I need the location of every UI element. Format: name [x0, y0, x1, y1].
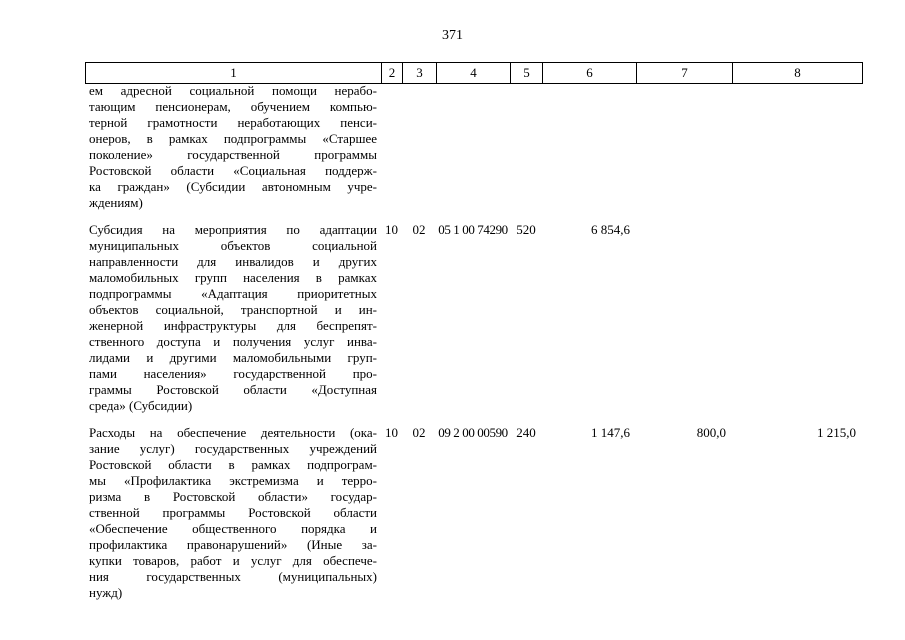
table-row: [85, 83, 862, 211]
table-row: [85, 222, 862, 414]
description-line: муниципальных объектов социальной: [89, 238, 377, 253]
row-cell-c8: 1 215,0: [817, 425, 856, 440]
column-header-5: 5: [511, 63, 543, 84]
description-line: ризма в Ростовской области» государ-: [89, 489, 377, 504]
row-cell-c6: [542, 83, 636, 211]
row-cell-c5: [510, 83, 542, 211]
description-line: женерной инфраструктуры для беспрепят-: [89, 318, 377, 333]
row-cell-c8: [732, 222, 862, 414]
row-description: [85, 222, 381, 414]
description-line: Расходы на обеспечение деятельности (ока-: [89, 425, 377, 440]
description-line: ственной программы Ростовской области: [89, 505, 377, 520]
row-cell-c4: 09 2 00 00590: [438, 425, 508, 440]
row-cell-c7: 800,0: [696, 425, 726, 440]
column-header-3: 3: [403, 63, 437, 84]
row-description: [85, 425, 381, 601]
row-cell-c3: 02: [412, 425, 426, 440]
column-header-6: 6: [543, 63, 637, 84]
row-description: [85, 83, 381, 211]
row-cell-c2: 10: [385, 222, 398, 237]
description-line: Ростовской области «Социальная поддерж-: [89, 163, 377, 178]
row-cell-c7: [636, 83, 732, 211]
description-line: нужд): [89, 585, 123, 600]
row-cell-c2: 10: [385, 425, 398, 440]
column-header-2: 2: [382, 63, 403, 84]
description-line: профилактика правонарушений» (Иные за-: [89, 537, 377, 552]
table-row: [85, 425, 862, 601]
description-line: зание услуг) государственных учреждений: [89, 441, 377, 456]
description-line: онеров, в рамках подпрограммы «Старшее: [89, 131, 377, 146]
description-line: ждениям): [89, 195, 143, 210]
column-header-7: 7: [637, 63, 733, 84]
description-line: граммы Ростовской области «Доступная: [89, 382, 377, 397]
row-cell-c3: 02: [412, 222, 426, 237]
description-line: мы «Профилактика экстремизма и терро-: [89, 473, 377, 488]
row-cell-c6: 6 854,6: [591, 222, 630, 237]
column-header-8: 8: [733, 63, 863, 84]
description-line: лидами и другими маломобильными груп-: [89, 350, 377, 365]
description-line: подпрограммы «Адаптация приоритетных: [89, 286, 377, 301]
row-cell-c4: 05 1 00 74290: [438, 222, 508, 237]
description-line: Ростовской области в рамках подпрограм-: [89, 457, 377, 472]
description-line: ственного доступа и получения услуг инва-: [89, 334, 377, 349]
column-header-4: 4: [437, 63, 511, 84]
row-cell-c8: [732, 83, 862, 211]
column-header-1: 1: [86, 63, 382, 84]
description-line: поколение» государственной программы: [89, 147, 377, 162]
description-line: пами населения» государственной про-: [89, 366, 377, 381]
column-header-table: [85, 62, 863, 84]
description-line: объектов социальной, транспортной и ин-: [89, 302, 377, 317]
description-line: ем адресной социальной помощи нерабо-: [89, 83, 377, 98]
row-cell-c5: 240: [516, 425, 536, 440]
page-number: 371: [442, 28, 463, 43]
column-header-row: [86, 63, 863, 84]
row-cell-c2: [381, 83, 402, 211]
description-line: ка граждан» (Субсидии автономным учре-: [89, 179, 377, 194]
row-cell-c6: 1 147,6: [591, 425, 630, 440]
row-cell-c3: [402, 83, 436, 211]
description-line: ния государственных (муниципальных): [89, 569, 377, 584]
description-line: купки товаров, работ и услуг для обеспече-: [89, 553, 377, 568]
description-line: среда» (Субсидии): [89, 398, 193, 413]
description-line: «Обеспечение общественного порядка и: [89, 521, 377, 536]
row-cell-c7: [636, 222, 732, 414]
row-cell-c4: [436, 83, 510, 211]
description-line: маломобильных групп населения в рамках: [89, 270, 377, 285]
description-line: Субсидия на мероприятия по адаптации: [89, 222, 377, 237]
description-line: терной грамотности неработающих пенси-: [89, 115, 377, 130]
row-cell-c5: 520: [516, 222, 536, 237]
description-line: тающим пенсионерам, обучением компью-: [89, 99, 377, 114]
description-line: направленности для инвалидов и других: [89, 254, 377, 269]
table-body: [85, 83, 862, 612]
